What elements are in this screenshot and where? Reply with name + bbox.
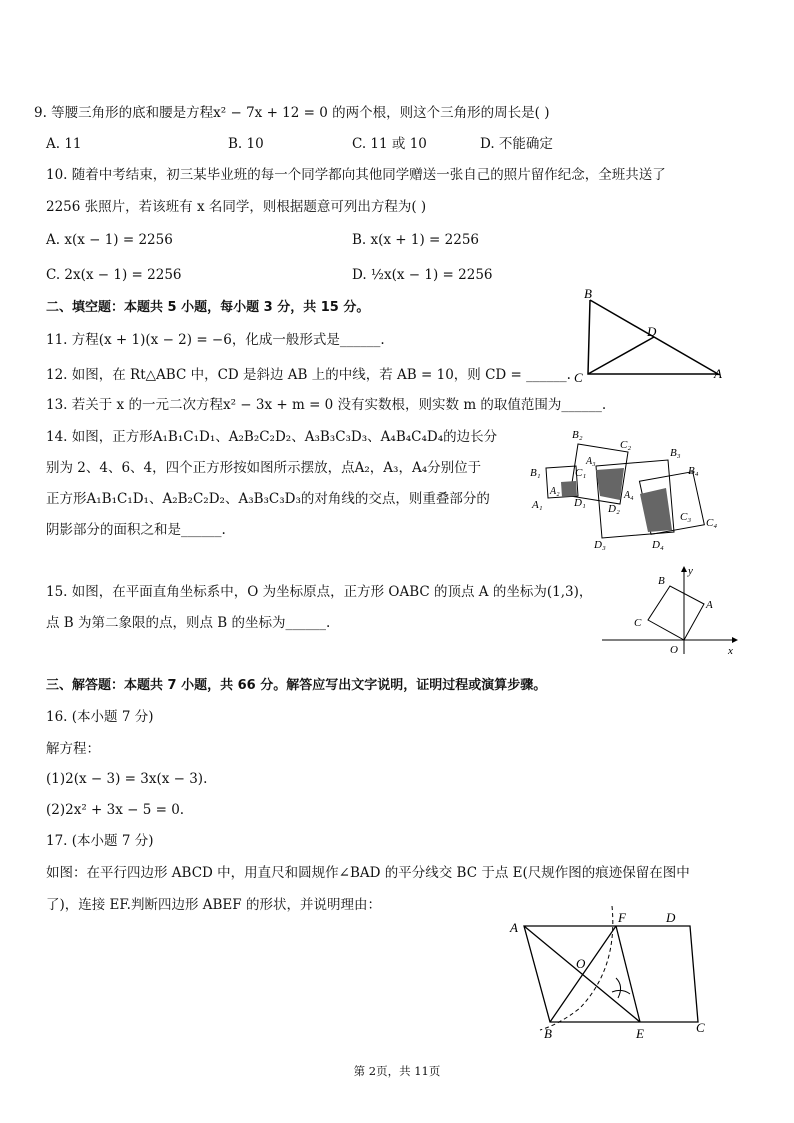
q9-option-d: D. 不能确定 [480,136,553,152]
segment-ef [616,926,640,1022]
label-d1: D₁ [574,497,586,509]
median-cd [588,337,654,374]
parallelogram-abcd [524,926,698,1022]
label-c3: C₃ [680,511,692,523]
label-c: C [634,617,642,629]
q15-line1: 15. 如图，在平面直角坐标系中，O 为坐标原点，正方形 OABC 的顶点 A 的坐标为(1,3)， [46,584,593,600]
q10-stem-line1: 10. 随着中考结束，初三某毕业班的每一个同学都向其他同学赠送一张自己的照片留作纪念，全班共送了 [46,167,666,183]
bisector-ae [524,926,640,1022]
q10-option-a: A. x(x − 1) = 2256 [46,232,173,248]
label-d2: D₂ [608,503,620,515]
q16-part1: (1)2(x − 3) = 3x(x − 3). [46,771,208,787]
q12-text: 12. 如图，在 Rt△ABC 中，CD 是斜边 AB 上的中线，若 AB = 10，则 CD = ______. [46,367,571,383]
label-o: O [576,956,586,971]
q14-line1: 14. 如图，正方形A₁B₁C₁D₁、A₂B₂C₂D₂、A₃B₃C₃D₃、A₄B₄C₄D₄的边长分 [46,429,498,445]
label-d: D [666,910,676,925]
q15-line2: 点 B 为第二象限的点，则点 B 的坐标为______. [46,615,331,631]
q16-intro: 解方程： [46,741,100,757]
label-o: O [670,644,678,656]
label-d3: D₃ [594,539,606,551]
shaded-1 [561,481,577,497]
q10-option-d: D. ½x(x − 1) = 2256 [352,267,493,283]
construction-mark-2 [612,990,630,994]
label-d4: D₄ [652,539,664,551]
y-axis-arrow [681,566,687,572]
q17-header: 17. (本小题 7 分) [46,833,154,849]
label-a3: A₃ [586,456,596,467]
label-b3: B₃ [670,447,681,459]
label-b: B [658,575,665,587]
q12-triangle-figure [568,288,728,384]
q17-line2: 了)，连接 EF.判断四边形 ABEF 的形状，并说明理由： [46,897,381,913]
label-b4: B₄ [688,465,699,477]
q10-option-c: C. 2x(x − 1) = 2256 [46,267,182,283]
q15-coordinate-figure [596,564,738,656]
construction-mark-1 [616,978,621,998]
q9-option-a: A. 11 [46,136,82,152]
label-x: x [728,645,733,656]
q13-text: 13. 若关于 x 的一元二次方程x² − 3x + m = 0 没有实数根，则实数 m 的取值范围为______. [46,397,607,413]
label-c: C [574,370,583,384]
q14-line2: 别为 2、4、6、4，四个正方形按如图所示摆放，点A₂，A₃，A₄分别位于 [46,460,482,476]
label-c1: C₁ [575,467,587,479]
q16-header: 16. (本小题 7 分) [46,709,154,725]
label-a2: A₂ [550,486,560,497]
q14-line4: 阴影部分的面积之和是______. [46,522,226,538]
label-b: B [544,1026,552,1041]
label-c4: C₄ [706,517,718,529]
segment-bf [550,926,616,1022]
q9-stem: 9. 等腰三角形的底和腰是方程x² − 7x + 12 = 0 的两个根，则这个三角形的周长是( ) [34,105,550,121]
label-c: C [696,1020,705,1035]
q17-line1: 如图：在平行四边形 ABCD 中，用直尺和圆规作∠BAD 的平分线交 BC 于点 E(尺规作图的痕迹保留在图中 [46,865,690,881]
label-c2: C₂ [620,439,632,451]
q17-parallelogram-figure [500,898,720,1044]
q10-stem-line2: 2256 张照片，若该班有 x 名同学，则根据题意可列出方程为( ) [46,199,427,215]
q11-text: 11. 方程(x + 1)(x − 2) = −6，化成一般形式是______. [46,332,385,348]
label-b2: B₂ [572,429,583,441]
label-e: E [636,1026,644,1041]
q9-option-b: B. 10 [228,136,264,152]
label-a: A [510,920,518,935]
square-oabc [648,586,704,640]
q14-squares-figure [528,424,724,554]
q14-line3: 正方形A₁B₁C₁D₁、A₂B₂C₂D₂、A₃B₃C₃D₃的对角线的交点，则重叠部分的 [46,491,490,507]
label-d: D [647,324,657,339]
label-a: A [714,366,722,381]
section3-title: 三、解答题：本题共 7 小题，共 66 分。解答应写出文字说明，证明过程或演算步骤。 [46,678,547,693]
page-footer: 第 2页，共 11页 [353,1064,441,1078]
label-a: A [706,599,713,611]
q16-part2: (2)2x² + 3x − 5 = 0. [46,802,185,818]
section2-title: 二、填空题：本题共 5 小题，每小题 3 分，共 15 分。 [46,300,370,315]
label-b1: B₁ [530,467,541,479]
label-b: B [584,288,592,301]
x-axis-arrow [732,637,738,643]
label-a1: A₁ [532,499,543,511]
label-f: F [618,910,626,925]
label-y: y [688,565,693,577]
q9-option-c: C. 11 或 10 [352,136,427,152]
label-a4: A₄ [624,490,634,501]
shaded-3 [640,488,672,532]
shaded-2 [596,468,624,500]
q10-option-b: B. x(x + 1) = 2256 [352,232,479,248]
